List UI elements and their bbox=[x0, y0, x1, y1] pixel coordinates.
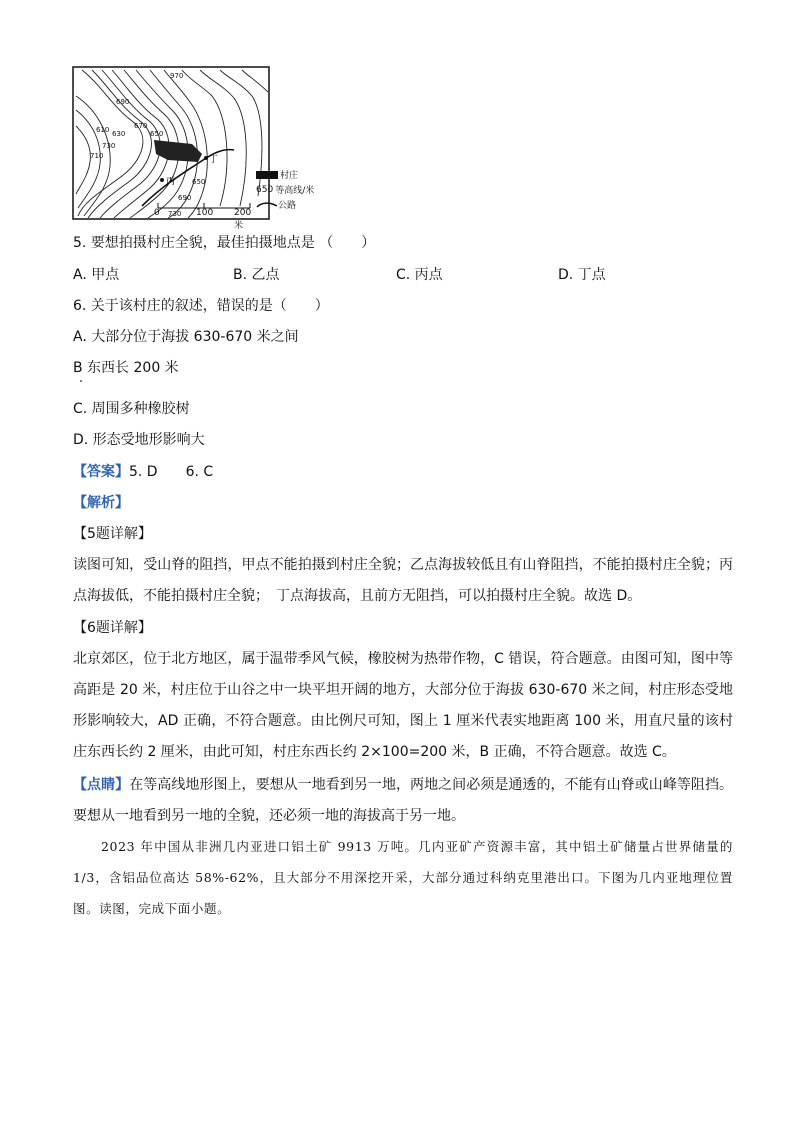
q5-option-c: C. 丙点 bbox=[396, 267, 443, 283]
contour-label: 670 bbox=[134, 122, 148, 130]
legend-village: 村庄 bbox=[256, 168, 298, 181]
question-5-stem: 5. 要想拍摄村庄全貌，最佳拍摄地点是 （ ） bbox=[73, 235, 376, 251]
question-6-stem: 6. 关于该村庄的叙述，错误的是（ ） bbox=[73, 298, 329, 314]
legend-contour: 650 等高线/米 bbox=[256, 184, 315, 196]
q6-option-b: B 东西长 200 米 bbox=[73, 360, 179, 376]
detail-6-heading: 【6题详解】 bbox=[73, 620, 152, 636]
contour-label: 630 bbox=[112, 130, 126, 138]
q6-option-c: C. 周围多种橡胶树 bbox=[73, 401, 190, 417]
q6-option-a: A. 大部分位于海拔 630-670 米之间 bbox=[73, 329, 299, 345]
detail-5-text: 读图可知，受山脊的阻挡，甲点不能拍摄到村庄全貌；乙点海拔较低且有山脊阻挡，不能拍摄村庄全貌；丙点海拔低，不能拍摄村庄全貌； 丁点海拔高，且前方无阻挡，可以拍摄村庄全貌。故选 D。 bbox=[73, 557, 733, 604]
answer-line bbox=[73, 462, 213, 482]
comment-block bbox=[73, 770, 733, 832]
village-swatch-icon bbox=[256, 171, 278, 179]
map-legend bbox=[256, 168, 346, 216]
detail-6-text: 北京郊区，位于北方地区，属于温带季风气候，橡胶树为热带作物，C 错误，符合题意。由图可知，图中等高距是 20 米，村庄位于山谷之中一块平坦开阔的地方，大部分位于海拔 630-670 米之间，村庄形态受地形影响较大，AD 正确，不符合题意。由比例尺可知，图上 1 厘米代表实地距离 100 米，用直尺量的该村庄东西长约 2 厘米，由此可知，村庄东西长约 2×100=200 米，B 正确，不符合题意。故选 C。 bbox=[73, 651, 733, 760]
contour-label: 690 bbox=[116, 98, 130, 106]
detail-5-heading: 【5题详解】 bbox=[73, 526, 152, 542]
q6-option-d: D. 形态受地形影响大 bbox=[73, 432, 205, 448]
place-label-ding: 丁 bbox=[209, 155, 219, 165]
contour-label: 730 bbox=[102, 142, 116, 150]
q5-option-a: A. 甲点 bbox=[73, 267, 120, 283]
contour-label: 610 bbox=[96, 126, 110, 134]
analysis-heading: 【解析】 bbox=[73, 495, 129, 511]
next-question-intro: 2023 年中国从非洲几内亚进口铝土矿 9913 万吨。几内亚矿产资源丰富，其中铝土矿储量占世界储量的 1/3，含铝品位高达 58%-62%，且大部分不用深挖开采，大部分通过科纳克里港出口。下图为几内亚地理位置图。读图，完成下面小题。 bbox=[73, 839, 733, 916]
place-label-bing: 丙 bbox=[166, 177, 176, 187]
comment-text: 在等高线地形图上，要想从一地看到另一地，两地之间必须是通透的，不能有山脊或山峰等阻挡。要想从一地看到另一地的全貌，还必须一地的海拔高于另一地。 bbox=[73, 777, 734, 824]
map-scale-bar: 0 100 200米 bbox=[150, 203, 260, 221]
answer-value: 5. D 6. C bbox=[129, 464, 214, 480]
comment-label: 【点睛】 bbox=[73, 777, 130, 793]
q5-option-b: B. 乙点 bbox=[233, 267, 280, 283]
contour-label: 710 bbox=[90, 152, 104, 160]
contour-label: 650 bbox=[150, 130, 164, 138]
legend-road: 公路 bbox=[256, 198, 296, 211]
q5-option-d: D. 丁点 bbox=[558, 267, 606, 283]
contour-label: 970 bbox=[170, 72, 184, 80]
contour-label: 730 bbox=[168, 210, 182, 218]
contour-label: 650 bbox=[192, 178, 206, 186]
answer-label: 【答案】 bbox=[73, 464, 129, 480]
contour-label: 690 bbox=[178, 194, 192, 202]
contour-map bbox=[72, 66, 270, 220]
stray-mark bbox=[80, 380, 82, 382]
